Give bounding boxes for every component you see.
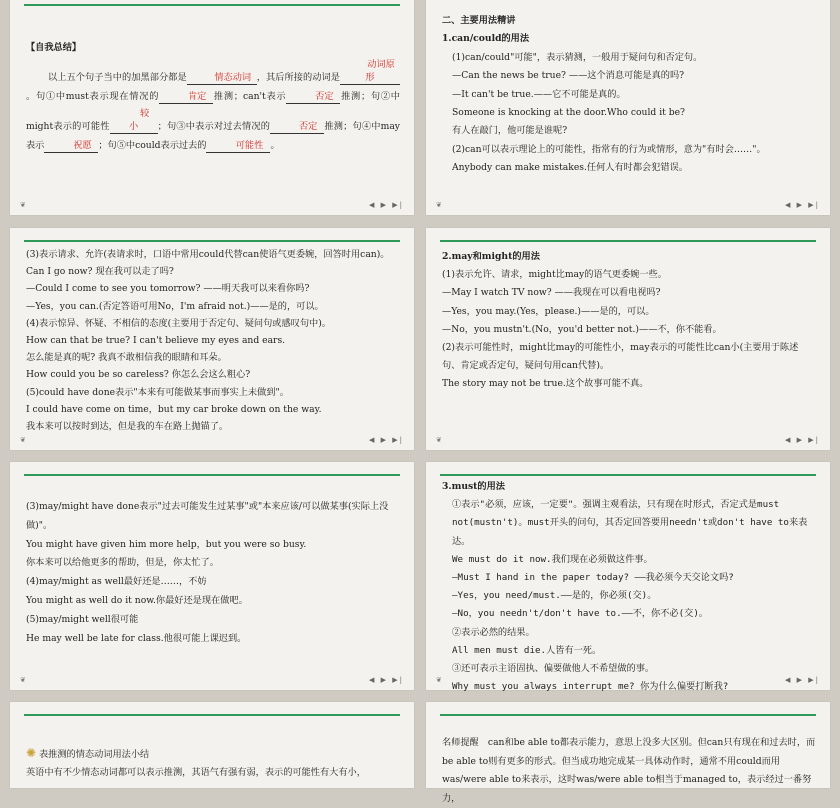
slide-nav-buttons[interactable]: ◀ ▶ ▶| [369, 201, 404, 209]
text-line: How could you be so careless? 你怎么会这么粗心? [26, 369, 251, 381]
slide-4 [426, 228, 830, 450]
subheading: 2.may和might的用法 [442, 251, 540, 262]
text-line: 英语中有不少情态动词都可以表示推测，其语气有强有弱，表示的可能性有大有小， [26, 767, 366, 779]
text-line: (3)表示请求、允许(表请求时，口语中常用could代替can使语气更委婉，回答时用can)。 [26, 249, 390, 260]
blank-1: 情态动词 [187, 71, 257, 85]
summary-paragraph: 以上五个句子当中的加黑部分都是 情态动词 ，其后所接的动词是动词原形。句①中must表示现在情况的 肯定 推测；can't表示 否定 推测；句②中might表示的可能性较小 ；句③中表示对过去情况的 否定 推测；句④中may表示 祝愿 ；句⑤中could表示过去的 可能性 。 [26, 58, 400, 152]
text-line: 怎么能是真的呢? 我真不敢相信我的眼睛和耳朵。 [26, 352, 227, 364]
summary-heading: ✺ 表推测的情态动词用法小结 [26, 746, 150, 760]
slide-5 [10, 462, 414, 690]
text-line: (3)may/might have done表示"过去可能发生过某事"或"本来应该/可以做某事(实际上没做)"。 [26, 501, 389, 531]
text-line: Can I go now? 现在我可以走了吗? [26, 266, 174, 278]
text-line: (2)can可以表示理论上的可能性，指常有的行为或情形，意为"有时会……"。 [452, 143, 766, 155]
slide-divider [440, 714, 816, 716]
blank-5: 较小 [110, 107, 158, 134]
slide-divider [440, 474, 816, 476]
blank-6: 否定 [270, 120, 324, 134]
text-line: Someone is knocking at the door.Who could it be? [452, 107, 685, 119]
slide-6 [426, 462, 830, 693]
text-line: —Can the news be true? ——这个消息可能是真的吗? [452, 70, 685, 82]
slide-nav-buttons[interactable]: ◀ ▶ ▶| [369, 676, 404, 684]
text-line: (2)表示可能性时，might比may的可能性小，may表示的可能性比can小(主要用于陈述句、肯定或否定句，疑问句用can代替)。 [442, 342, 799, 372]
logo-icon: ❦ [20, 436, 26, 444]
tip-paragraph: 名师提醒 can和be able to都表示能力，意思上没多大区别。但can只有现在和过去时，而be able to则有更多的形式。但当成功地完成某一具体动作时，通常不用could而用was/were able to来表示，这时was/were able to相当于managed to，表示经过一番努力， [442, 737, 816, 804]
logo-icon: ❦ [436, 201, 442, 209]
logo-icon: ❦ [436, 676, 442, 684]
text-line: —No，you mustn't.(No，you'd better not.)——不，你不能看。 [442, 323, 722, 335]
text-line: ②表示必然的结果。 [452, 626, 535, 638]
text-line: —Must I hand in the paper today? ——我必须今天交论文吗? [452, 572, 734, 584]
text-line: —Could I come to see you tomorrow? ——明天我可以来看你吗? [26, 283, 310, 295]
text-line: —May I watch TV now? ——我现在可以看电视吗? [442, 287, 661, 299]
text-line: ③还可表示主语固执、偏要做他人不希望做的事。 [452, 663, 655, 675]
text-line: You might have given him more help，but you were so busy. [26, 538, 307, 550]
slide-divider [24, 474, 400, 476]
slide-nav-buttons[interactable]: ◀ ▶ ▶| [369, 436, 404, 444]
text-line: 有人在敲门，他可能是谁呢? [452, 125, 568, 137]
slide-7 [10, 702, 414, 788]
logo-icon: ❦ [20, 201, 26, 209]
text-line: Why must you always interrupt me? 你为什么偏要打断我? [452, 681, 729, 693]
text-line: (4)表示惊异、怀疑、不相信的态度(主要用于否定句、疑问句或感叹句中)。 [26, 317, 331, 329]
blank-4: 否定 [286, 90, 340, 104]
text-line: —No，you needn't/don't have to.——不，你不必(交)。 [452, 608, 709, 620]
text-line: ①表示"必须，应该，一定要"。强调主观看法，只有现在时形式，否定式是must not(mustn't)。must开头的问句，其否定回答要用needn't或don't have to来表达。 [452, 499, 808, 547]
text-line: You might as well do it now.你最好还是现在做吧。 [26, 594, 248, 606]
text-line: 你本来可以给他更多的帮助，但是，你太忙了。 [26, 557, 219, 569]
slide-divider [440, 240, 816, 242]
blank-7: 祝愿 [44, 139, 98, 153]
summary-title: 【自我总结】 [26, 42, 82, 53]
slide-nav-buttons[interactable]: ◀ ▶ ▶| [785, 676, 820, 684]
slide-2 [426, 0, 830, 215]
slide-1 [10, 0, 414, 215]
logo-icon: ❦ [436, 436, 442, 444]
slide-8 [426, 702, 830, 804]
text-line: (5)could have done表示"本来有可能做某事而事实上未做到"。 [26, 386, 289, 398]
text-line: How can that be true? I can't believe my eyes and ears. [26, 335, 286, 347]
text-line: I could have come on time，but my car broke down on the way. [26, 403, 322, 415]
subheading: 3.must的用法 [442, 481, 505, 492]
text-line: (1)表示允许、请求，might比may的语气更委婉一些。 [442, 269, 667, 281]
text-line: (1)can/could"可能"，表示猜测，一般用于疑问句和否定句。 [452, 51, 703, 63]
subheading: 1.can/could的用法 [442, 33, 530, 45]
text-line: All men must die.人皆有一死。 [452, 644, 602, 656]
lightbulb-icon: ✺ [26, 746, 37, 760]
slide-divider [24, 714, 400, 716]
text-line: He may well be late for class.他很可能上课迟到。 [26, 632, 247, 644]
blank-3: 肯定 [159, 90, 213, 104]
text-line: 我本来可以按时到达，但是我的车在路上抛锚了。 [26, 421, 229, 433]
slide-divider [24, 240, 400, 242]
text-line: (4)may/might as well最好还是……，不妨 [26, 576, 207, 588]
text-line: —It can't be true.——它不可能是真的。 [452, 88, 626, 100]
text-line: (5)may/might well很可能 [26, 613, 139, 625]
logo-icon: ❦ [20, 676, 26, 684]
slide-nav-buttons[interactable]: ◀ ▶ ▶| [785, 436, 820, 444]
slide-nav-buttons[interactable]: ◀ ▶ ▶| [785, 201, 820, 209]
text-line: —Yes，you can.(否定答语可用No，I'm afraid not.)——是的，可以。 [26, 300, 324, 312]
slide-3 [10, 228, 414, 450]
section-heading: 二、主要用法精讲 [442, 15, 516, 26]
blank-2: 动词原形 [340, 58, 400, 85]
text-line: —Yes，you may.(Yes，please.)——是的，可以。 [442, 305, 655, 317]
slide-divider [24, 4, 400, 6]
text-line: We must do it now.我们现在必须做这件事。 [452, 553, 653, 565]
text-line: The story may not be true.这个故事可能不真。 [442, 378, 649, 390]
text-line: Anybody can make mistakes.任何人有时都会犯错误。 [452, 162, 688, 174]
blank-8: 可能性 [206, 139, 270, 153]
text-line: —Yes，you need/must.——是的，你必须(交)。 [452, 590, 657, 602]
